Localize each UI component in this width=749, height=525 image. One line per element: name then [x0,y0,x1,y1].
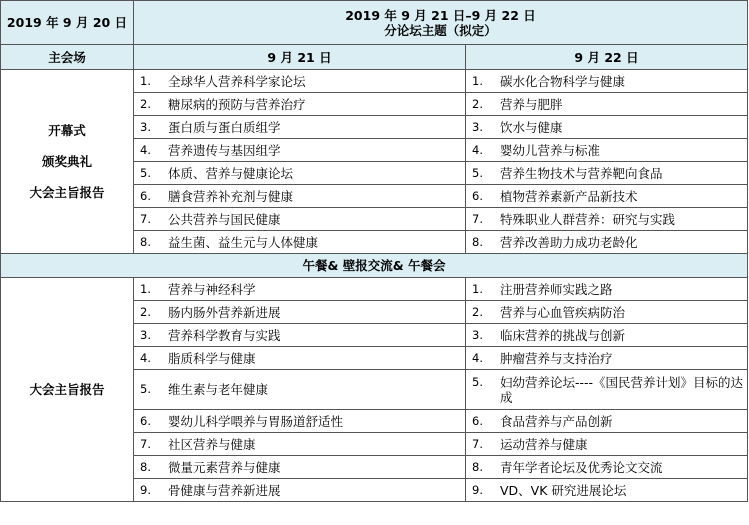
list-item: 4. 脂质科学与健康 [134,347,466,370]
list-item: 3. 蛋白质与蛋白质组学 [134,116,466,139]
subforum-header-cell [134,1,748,45]
main-venue-header: 主会场 [1,45,134,70]
list-item: 1. 全球华人营养科学家论坛 [134,70,466,93]
list-item: 1. 碳水化合物科学与健康 [466,70,748,93]
main-date-cell: 2019 年 9 月 20 日 [1,1,134,45]
list-item: 3. 临床营养的挑战与创新 [466,324,748,347]
list-item: 7. 特殊职业人群营养：研究与实践 [466,208,748,231]
opening-ceremony: 开幕式 [48,123,86,138]
list-item: 5. 营养生物技术与营养靶向食品 [466,162,748,185]
list-item: 2. 糖尿病的预防与营养治疗 [134,93,466,116]
morning-main-venue [1,70,134,254]
list-item: 8. 益生菌、益生元与人体健康 [134,231,466,254]
keynote-reports: 大会主旨报告 [29,185,105,200]
list-item: 2. 营养与心血管疾病防治 [466,301,748,324]
list-item: 6. 食品营养与产品创新 [466,410,748,433]
day1-header: 9 月 21 日 [134,45,466,70]
list-item: 9. 骨健康与营养新进展 [134,479,466,502]
list-item: 7. 公共营养与国民健康 [134,208,466,231]
list-item: 4. 婴幼儿营养与标准 [466,139,748,162]
list-item: 2. 肠内肠外营养新进展 [134,301,466,324]
day2-header: 9 月 22 日 [466,45,748,70]
list-item: 6. 植物营养素新产品新技术 [466,185,748,208]
list-item: 5. 体质、营养与健康论坛 [134,162,466,185]
list-item: 1. 营养与神经科学 [134,278,466,301]
list-item: 2. 营养与肥胖 [466,93,748,116]
keynote-reports: 大会主旨报告 [29,382,105,397]
lunch-break-band: 午餐& 壁报交流& 午餐会 [1,254,748,278]
list-item: 1. 注册营养师实践之路 [466,278,748,301]
date-range: 2019 年 9 月 21 日–9 月 22 日 [345,7,536,23]
award-ceremony: 颁奖典礼 [41,154,92,169]
list-item: 9. VD、VK 研究进展论坛 [466,479,748,502]
list-item: 3. 营养科学教育与实践 [134,324,466,347]
list-item: 3. 饮水与健康 [466,116,748,139]
list-item: 7. 运动营养与健康 [466,433,748,456]
list-item: 8. 营养改善助力成功老龄化 [466,231,748,254]
list-item: 8. 微量元素营养与健康 [134,456,466,479]
list-item: 6. 膳食营养补充剂与健康 [134,185,466,208]
list-item: 4. 肿瘤营养与支持治疗 [466,347,748,370]
list-item: 4. 营养遗传与基因组学 [134,139,466,162]
list-item: 6. 婴幼儿科学喂养与胃肠道舒适性 [134,410,466,433]
list-item: 5. 妇幼营养论坛----《国民营养计划》目标的达成 [466,370,748,410]
subforum-subtitle: 分论坛主题（拟定） [384,22,497,38]
list-item: 7. 社区营养与健康 [134,433,466,456]
list-item: 8. 青年学者论坛及优秀论文交流 [466,456,748,479]
afternoon-main-venue [1,278,134,502]
list-item: 5. 维生素与老年健康 [134,370,466,410]
